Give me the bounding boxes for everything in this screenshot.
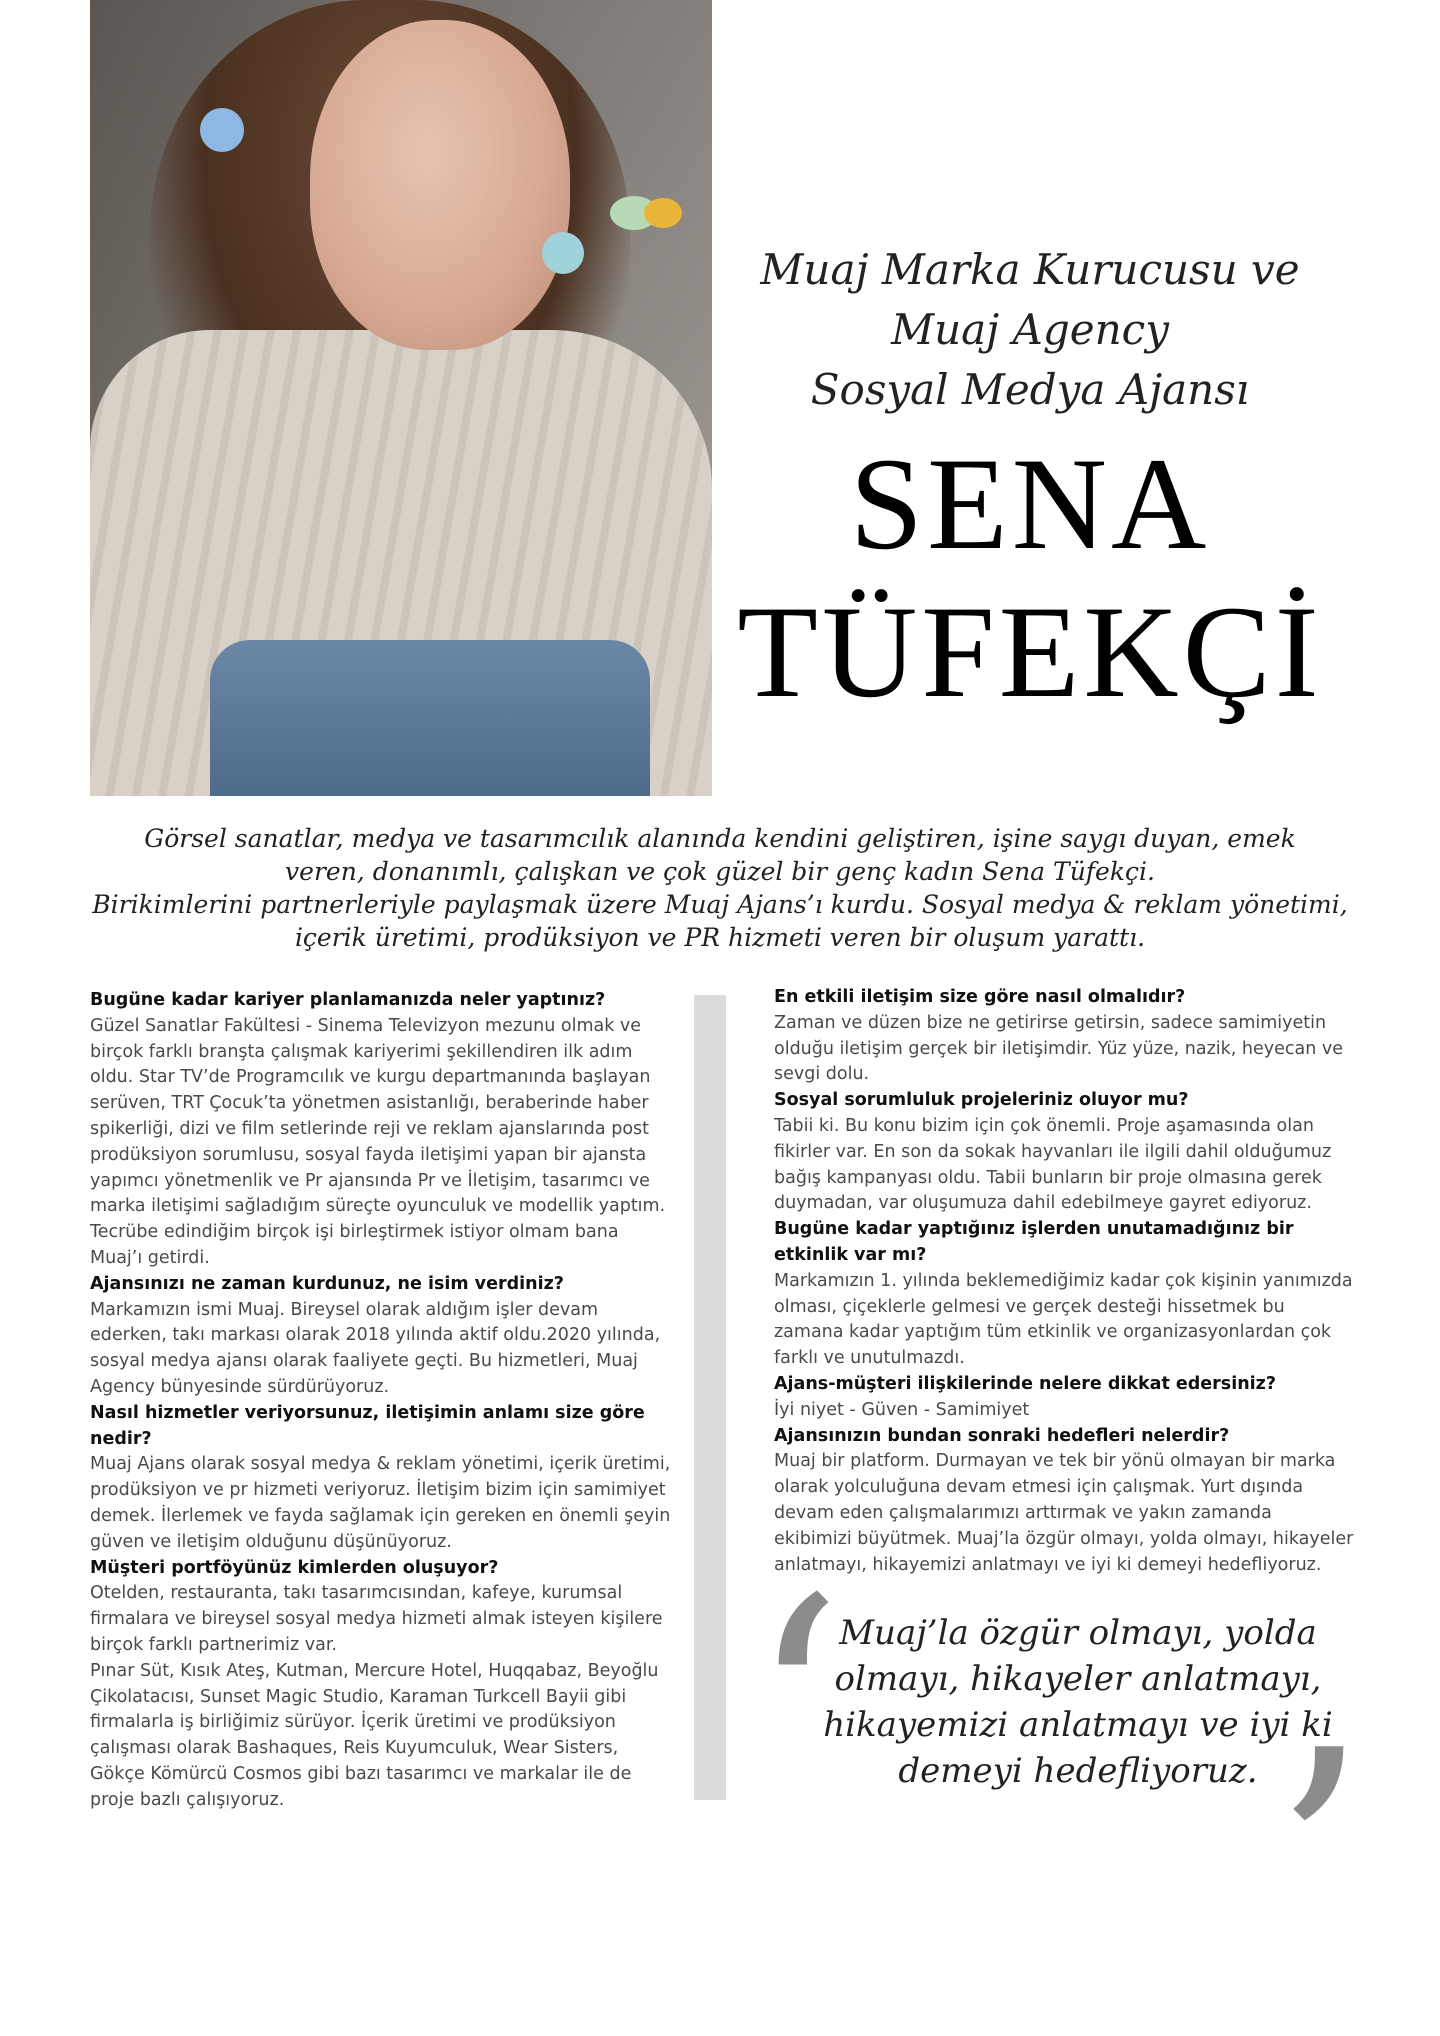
portrait-photo xyxy=(90,0,712,796)
open-quote-mark: ‘ xyxy=(748,1535,844,1884)
interview-question: Sosyal sorumluluk projeleriniz oluyor mu? xyxy=(774,1090,1189,1111)
interview-answer: Muaj Ajans olarak sosyal medya & reklam yönetimi, içerik üretimi, prodüksiyon ve pr hizmeti veriyoruz. İletişim bizim için samimiyet demek. İlerlemek ve fayda sağlamak için gereken en önemli şeyin güven ve iletişim olduğunu düşünüyoruz. xyxy=(90,1454,671,1552)
interview-question: Müşteri portföyünüz kimlerden oluşuyor? xyxy=(90,1557,499,1578)
intro-paragraph xyxy=(90,822,1350,954)
interview-question: En etkili iletişim size göre nasıl olmalıdır? xyxy=(774,987,1186,1007)
ring-turquoise xyxy=(542,232,584,274)
photo-jeans xyxy=(210,640,650,796)
ring-yellow xyxy=(644,198,682,228)
interview-answer: Zaman ve düzen bize ne getirirse getirsin, sadece samimiyetin olduğu iletişim gerçek bir iletişimdir. Yüz yüze, nazik, heyecan ve sevgi dolu. xyxy=(774,1012,1344,1085)
interview-question: Ajans-müşteri ilişkilerinde nelere dikkat edersiniz? xyxy=(774,1373,1277,1394)
intro-line: Birikimlerini partnerleriyle paylaşmak üzere Muaj Ajans’ı kurdu. Sosyal medya & reklam yönetimi, xyxy=(92,890,1348,919)
interview-answer: Muaj bir platform. Durmayan ve tek bir yönü olmayan bir marka olarak yolculuğuna devam etmesi için çalışmak. Yurt dışında devam eden çalışmalarımızı arttırmak ve yakın zamanda ekibimizi büyütmek. Muaj’la özgür olmayı, yolda olmayı, hikayeler anlatmayı, hikayemizi anlatmayı ve iyi ki demeyi hedefliyoruz. xyxy=(774,1451,1354,1575)
pull-quote-line: olmayı, hikayeler anlatmayı, xyxy=(834,1659,1322,1699)
title-block xyxy=(730,240,1330,726)
interview-answer: Markamızın 1. yılında beklemediğimiz kadar çok kişinin yanımızda olması, çiçeklerle gelmesi ve gerçek desteği hissetmek bu zamana kadar yaptığım tüm etkinlik ve organizasyonlardan çok farklı ve unutulmazdı. xyxy=(774,1270,1353,1369)
interview-question: Bugüne kadar yaptığınız işlerden unutamadığınız bir etkinlik var mı? xyxy=(774,1219,1294,1265)
close-quote-mark: ’ xyxy=(1272,1687,1368,2036)
interview-question: Ajansınızı ne zaman kurdunuz, ne isim verdiniz? xyxy=(90,1273,564,1294)
intro-line: Görsel sanatlar, medya ve tasarımcılık alanında kendini geliştiren, işine saygı duyan, emek xyxy=(144,824,1296,853)
pull-quote-line: hikayemizi anlatmayı ve iyi ki xyxy=(823,1705,1333,1745)
interview-answer: Güzel Sanatlar Fakültesi - Sinema Televizyon mezunu olmak ve birçok farklı branşta çalışmak kariyerimi şekillendiren ilk adım oldu. Star TV’de Programcılık ve kurgu departmanında başlayan serüven, TRT Çocuk’ta yönetmen asistanlığı, beraberinde haber spikerliği, dizi ve film setlerinde reji ve reklam ajanslarında post prodüksiyon sorumlusu, sosyal fayda iletişimi yapan bir ajansta yapımcı yönetmenlik ve Pr ajansında Pr ve İletişim, tasarımcı ve marka iletişimi sağladığım süreçte oyunculuk ve modellik yaptım. Tecrübe edindiğim birçok işi birleştirmek istiyor olmam bana Muaj’ı getirdi. xyxy=(90,1015,666,1268)
pull-quote xyxy=(818,1610,1338,1794)
photo-face xyxy=(310,20,570,350)
right-column xyxy=(774,985,1354,1578)
left-column xyxy=(90,988,675,1814)
pull-quote-line: demeyi hedefliyoruz. xyxy=(898,1751,1258,1791)
person-name-first: SENA xyxy=(849,430,1211,577)
subtitle-line: Sosyal Medya Ajansı xyxy=(810,365,1250,414)
subtitle-line: Muaj Agency xyxy=(891,305,1169,354)
pull-quote-line: Muaj’la özgür olmayı, yolda xyxy=(839,1613,1317,1653)
person-name-last: TÜFEKÇİ xyxy=(737,578,1323,725)
interview-answer: Otelden, restauranta, takı tasarımcısından, kafeye, kurumsal firmalara ve bireysel sosyal medya hizmeti almak isteyen kişilere birçok farklı partnerimiz var. xyxy=(90,1583,663,1655)
subtitle-line: Muaj Marka Kurucusu ve xyxy=(760,245,1300,294)
interview-answer: İyi niyet - Güven - Samimiyet xyxy=(774,1399,1030,1420)
column-divider xyxy=(694,995,726,1800)
intro-line: içerik üretimi, prodüksiyon ve PR hizmeti veren bir oluşum yarattı. xyxy=(294,923,1146,952)
interview-question: Bugüne kadar kariyer planlamanızda neler yaptınız? xyxy=(90,990,606,1010)
intro-line: veren, donanımlı, çalışkan ve çok güzel bir genç kadın Sena Tüfekçi. xyxy=(285,857,1155,886)
interview-question: Nasıl hizmetler veriyorsunuz, iletişimin anlamı size göre nedir? xyxy=(90,1402,645,1449)
interview-answer: Markamızın ismi Muaj. Bireysel olarak aldığım işler devam ederken, takı markası olarak 2018 yılında aktif oldu.2020 yılında, sosyal medya ajansı olarak faaliyete geçti. Bu hizmetleri, Muaj Agency bünyesinde sürdürüyoruz. xyxy=(90,1299,661,1397)
interview-answer: Pınar Süt, Kısık Ateş, Kutman, Mercure Hotel, Huqqabaz, Beyoğlu Çikolatacısı, Sunset Magic Studio, Karaman Turkcell Bayii gibi firmalarla iş birliğimiz sürüyor. İçerik üretimi ve prodüksiyon çalışması olarak Bashaques, Reis Kuyumculuk, Wear Sisters, Gökçe Kömürcü Cosmos gibi bazı tasarımcı ve markalar ile de proje bazlı çalışıyoruz. xyxy=(90,1660,659,1810)
interview-answer: Tabii ki. Bu konu bizim için çok önemli. Proje aşamasında olan fikirler var. En son da sokak hayvanları ile ilgili dahil olduğumuz bağış kampanyası oldu. Tabii bunların bir proje olmasına gerek duymadan, var oluşumuza dahil edebilmeye gayret ediyoruz. xyxy=(774,1115,1332,1214)
interview-question: Ajansınızın bundan sonraki hedefleri nelerdir? xyxy=(774,1425,1230,1446)
ring-blue xyxy=(200,108,244,152)
